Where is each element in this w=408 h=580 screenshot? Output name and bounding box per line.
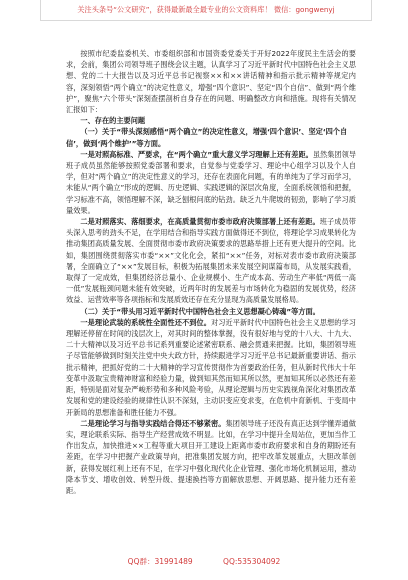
footer-qq: QQ:535304092	[223, 557, 281, 566]
paragraph-1	[66, 149, 356, 216]
paragraph-1-body: 虽然集团领导班子成员虽然能够按照党委部署和要求，自觉参与党委学习、理论中心组学习以及个人自学，但对“两个确立”的决定性意义的学习，还存在表面化问题，有的单纯为了学习而学习，未能从“两个确立”形成的逻辑、历史逻辑、实践逻辑的深层次角度，全面系统领悟和把握，学习标准不高，领悟理解不深，缺乏刨根问底的钻劲。缺乏九牛爬坡的韧劲，影响了学习质量效果。	[66, 149, 356, 215]
footer-contact	[0, 554, 408, 570]
paragraph-2	[66, 216, 356, 306]
intro-paragraph: 按照市纪委监委机关、市委组织部和市国资委党委关于开好2022年度民主生活会的要求，会前，集团公司领导班子围绕会议主题，认真学习了习近平新时代中国特色社会主义思想、党的二十大报告以及习近平总书记视察××和××讲话精神和指示批示精神等规定内容，深刻领悟“两个确立”的决定性意义，增强“四个意识”、坚定“四个自信”、做到“两个维护”，聚焦“六个带头”深刻查摆剖析自身存在的问题、明确整改方向和措施。现将有关情况汇报如下：	[66, 49, 356, 115]
paragraph-4	[66, 418, 356, 496]
paragraph-2-body: 班子成员带头深入思考的劲头不足，在学用结合和指导实践方面做得还不到位，将理论学习成果转化为推动集团高质量发展、全面贯彻市委市政府决策要求的思路举措上还有更大提升的空间。比如，集团围绕贯彻落实市委“××”文化化会，紧扣“××”任务，对标对表市委市政府决策部署，全面确立了“××”发展目标，积极为拓展集团未来发展空间谋篇布局，从发展实践看，取得了一定成效，但集团经济总量小、企业规模小、生产成本高、劳动生产率低“两低一高一低”发展瓶颈问题未能有效突破，近两年时的发展差与市场转化为稳固的发展优势，经济效益、运营效率等各项指标和发展质效还存在充分显现为高质量发展格局。	[66, 217, 356, 305]
paragraph-1-lead: 一是对照高标准、严要求，在“两个确立”重大意义学习理解上还有差距。	[80, 149, 313, 159]
subsection-heading-2: （二）关于“带头用习近平新时代中国特色社会主义思想凝心铸魂”等方面。	[80, 306, 320, 316]
paragraph-4-body: 集团领导班子还没有真正达到学懂弄通做实，理论联系实际、指导生产经营成效不明显。比如，在学习中提升全局站位，更加当作工作出发点，加快推进××工程等重大项目开工建设上距离市委市政府要求和自身的期盼还有差距，在学习中把握产业政策导向，把准集团发展方向，把牢改革发展重点，大胆改革创新，获得发展红利上还有不足，在学习中强化现代化企业管理、强化市场化机制运用，推动降本节支、增收创效、转型升级、提速换挡等方面解放思想、开阔思路、提升能力还有差距。	[66, 418, 356, 495]
paragraph-3	[66, 317, 356, 418]
top-banner: 关注头条号“公文研究”，获得最新最全最专业的公文资料库！ 微信：gongwenyj	[40, 0, 372, 21]
paragraph-3-lead: 一是理论武装的系统性全面性还不到位。	[80, 317, 211, 327]
section-heading: 一、存在的主要问题	[80, 116, 146, 126]
paragraph-2-lead: 二是对照落实、落细要求，在高质量贯彻市委市政府决策部署上还有差距。	[80, 217, 320, 227]
paragraph-3-body: 对习近平新时代中国特色社会主义思想的学习理解还停留在时间的浅层次上，对其时间的整体掌握，没有很好地与党的十八大、十九大、二十大精神以及习近平总书记系列重要论述紧密联系、融会贯通来把握。比如，集团领导班子尽管能够做到时刻关注党中央大政方针，持续跟进学习习近平总书记最新重要讲话、指示批示精神，把抓好党的二十大精神的学习宣传贯彻作为首要政治任务，但从新时代伟大十年变革中汲取宝贵精神财富和经验力量，做到知其然而知其所以然，更加知其所以必然还有差距，特别是面对复杂严峻形势和多种风险考验，从理论逻辑与历史实践视角深化对集团改革发展和党的建设经验的规律性认识不深刻，主动识变应变求变，在危机中育新机、于变局中开新局的思想准备和胜任能力不强。	[66, 317, 356, 417]
paragraph-4-lead: 二是理论学习与指导实践结合得还不够紧密。	[80, 418, 226, 428]
document-page	[66, 48, 356, 550]
subsection-heading-1: （一）关于“带头深刻感悟“两个确立”的决定性意义，增强‘四个意识’、坚定‘四个自信’，做到‘两个维护’”等方面。	[66, 127, 348, 148]
footer-qq-group: QQ群：31991489	[127, 557, 193, 566]
